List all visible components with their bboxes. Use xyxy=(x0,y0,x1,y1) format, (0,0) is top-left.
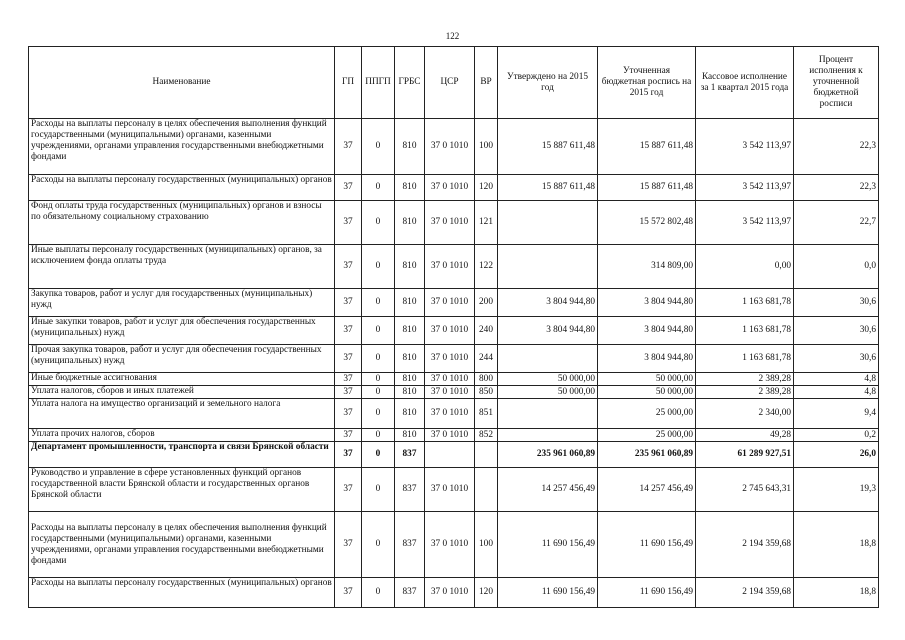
header-percent: Процент исполнения к уточненной бюджетной росписи xyxy=(794,47,879,119)
cell-refined: 25 000,00 xyxy=(598,399,696,429)
cell-grbs: 810 xyxy=(395,245,425,289)
cell-name: Департамент промышленности, транспорта и связи Брянской области xyxy=(29,442,335,468)
cell-refined: 14 257 456,49 xyxy=(598,468,696,512)
cell-cash: 2 389,28 xyxy=(696,373,794,386)
cell-cash: 2 194 359,68 xyxy=(696,578,794,608)
cell-cash: 49,28 xyxy=(696,429,794,442)
cell-approved: 235 961 060,89 xyxy=(498,442,598,468)
cell-ppgp: 0 xyxy=(362,289,395,317)
cell-approved: 15 887 611,48 xyxy=(498,175,598,201)
cell-name: Уплата налога на имущество организаций и земельного налога xyxy=(29,399,335,429)
cell-name: Расходы на выплаты персоналу государственных (муниципальных) органов xyxy=(29,578,335,608)
table-row xyxy=(29,429,879,442)
cell-csr: 37 0 1010 xyxy=(425,245,475,289)
cell-gp: 37 xyxy=(335,289,362,317)
cell-ppgp: 0 xyxy=(362,317,395,345)
cell-ppgp: 0 xyxy=(362,373,395,386)
header-csr: ЦСР xyxy=(425,47,475,119)
cell-vr xyxy=(475,442,498,468)
table-row xyxy=(29,245,879,289)
cell-grbs: 837 xyxy=(395,442,425,468)
cell-vr: 120 xyxy=(475,175,498,201)
cell-name: Прочая закупка товаров, работ и услуг для обеспечения государственных (муниципальных) нужд xyxy=(29,345,335,373)
table-row xyxy=(29,399,879,429)
cell-grbs: 810 xyxy=(395,289,425,317)
cell-vr: 100 xyxy=(475,119,498,175)
cell-csr: 37 0 1010 xyxy=(425,201,475,245)
cell-name: Иные закупки товаров, работ и услуг для обеспечения государственных (муниципальных) нужд xyxy=(29,317,335,345)
cell-percent: 30,6 xyxy=(794,345,879,373)
cell-percent: 18,8 xyxy=(794,512,879,578)
cell-grbs: 837 xyxy=(395,578,425,608)
cell-name: Закупка товаров, работ и услуг для государственных (муниципальных) нужд xyxy=(29,289,335,317)
cell-gp: 37 xyxy=(335,429,362,442)
cell-ppgp: 0 xyxy=(362,468,395,512)
cell-percent: 0,0 xyxy=(794,245,879,289)
cell-gp: 37 xyxy=(335,442,362,468)
cell-percent: 22,3 xyxy=(794,175,879,201)
cell-vr: 200 xyxy=(475,289,498,317)
cell-approved xyxy=(498,201,598,245)
cell-approved: 14 257 456,49 xyxy=(498,468,598,512)
budget-execution-table xyxy=(28,46,879,608)
cell-cash: 3 542 113,97 xyxy=(696,119,794,175)
cell-refined: 11 690 156,49 xyxy=(598,512,696,578)
cell-name: Уплата прочих налогов, сборов xyxy=(29,429,335,442)
cell-grbs: 810 xyxy=(395,317,425,345)
table-row xyxy=(29,442,879,468)
table-row xyxy=(29,119,879,175)
cell-percent: 18,8 xyxy=(794,578,879,608)
table-header-row xyxy=(29,47,879,119)
cell-csr: 37 0 1010 xyxy=(425,175,475,201)
cell-grbs: 810 xyxy=(395,175,425,201)
cell-cash: 1 163 681,78 xyxy=(696,289,794,317)
header-gp: ГП xyxy=(335,47,362,119)
cell-name: Иные выплаты персоналу государственных (муниципальных) органов, за исключением фонда оплаты труда xyxy=(29,245,335,289)
table-row xyxy=(29,512,879,578)
cell-gp: 37 xyxy=(335,245,362,289)
cell-vr: 851 xyxy=(475,399,498,429)
cell-refined: 3 804 944,80 xyxy=(598,289,696,317)
cell-approved xyxy=(498,345,598,373)
cell-percent: 0,2 xyxy=(794,429,879,442)
cell-grbs: 810 xyxy=(395,386,425,399)
cell-csr: 37 0 1010 xyxy=(425,512,475,578)
cell-percent: 4,8 xyxy=(794,373,879,386)
cell-csr: 37 0 1010 xyxy=(425,468,475,512)
cell-approved: 50 000,00 xyxy=(498,373,598,386)
cell-percent: 4,8 xyxy=(794,386,879,399)
cell-refined: 50 000,00 xyxy=(598,373,696,386)
cell-refined: 15 887 611,48 xyxy=(598,175,696,201)
cell-vr: 100 xyxy=(475,512,498,578)
cell-cash: 2 389,28 xyxy=(696,386,794,399)
cell-cash: 3 542 113,97 xyxy=(696,201,794,245)
cell-percent: 26,0 xyxy=(794,442,879,468)
cell-refined: 3 804 944,80 xyxy=(598,345,696,373)
cell-approved: 15 887 611,48 xyxy=(498,119,598,175)
cell-refined: 15 572 802,48 xyxy=(598,201,696,245)
cell-csr: 37 0 1010 xyxy=(425,429,475,442)
cell-refined: 25 000,00 xyxy=(598,429,696,442)
cell-gp: 37 xyxy=(335,345,362,373)
header-grbs: ГРБС xyxy=(395,47,425,119)
cell-csr: 37 0 1010 xyxy=(425,119,475,175)
cell-grbs: 810 xyxy=(395,119,425,175)
cell-approved: 11 690 156,49 xyxy=(498,578,598,608)
cell-approved: 50 000,00 xyxy=(498,386,598,399)
cell-cash: 61 289 927,51 xyxy=(696,442,794,468)
cell-approved xyxy=(498,429,598,442)
cell-ppgp: 0 xyxy=(362,442,395,468)
cell-gp: 37 xyxy=(335,399,362,429)
cell-vr: 121 xyxy=(475,201,498,245)
cell-gp: 37 xyxy=(335,317,362,345)
cell-vr: 240 xyxy=(475,317,498,345)
cell-refined: 314 809,00 xyxy=(598,245,696,289)
cell-csr xyxy=(425,442,475,468)
cell-ppgp: 0 xyxy=(362,175,395,201)
cell-refined: 15 887 611,48 xyxy=(598,119,696,175)
cell-vr: 120 xyxy=(475,578,498,608)
cell-ppgp: 0 xyxy=(362,512,395,578)
cell-refined: 3 804 944,80 xyxy=(598,317,696,345)
cell-gp: 37 xyxy=(335,468,362,512)
cell-ppgp: 0 xyxy=(362,119,395,175)
cell-cash: 3 542 113,97 xyxy=(696,175,794,201)
cell-name: Уплата налогов, сборов и иных платежей xyxy=(29,386,335,399)
cell-approved: 11 690 156,49 xyxy=(498,512,598,578)
cell-cash: 2 745 643,31 xyxy=(696,468,794,512)
cell-refined: 50 000,00 xyxy=(598,386,696,399)
header-approved: Утверждено на 2015 год xyxy=(498,47,598,119)
cell-percent: 9,4 xyxy=(794,399,879,429)
table-row xyxy=(29,317,879,345)
cell-grbs: 810 xyxy=(395,373,425,386)
cell-gp: 37 xyxy=(335,373,362,386)
cell-gp: 37 xyxy=(335,201,362,245)
cell-cash: 2 340,00 xyxy=(696,399,794,429)
header-ppgp: ППГП xyxy=(362,47,395,119)
cell-csr: 37 0 1010 xyxy=(425,373,475,386)
table-row xyxy=(29,201,879,245)
cell-csr: 37 0 1010 xyxy=(425,399,475,429)
cell-cash: 0,00 xyxy=(696,245,794,289)
cell-name: Расходы на выплаты персоналу государственных (муниципальных) органов xyxy=(29,175,335,201)
cell-vr: 244 xyxy=(475,345,498,373)
cell-csr: 37 0 1010 xyxy=(425,345,475,373)
cell-grbs: 837 xyxy=(395,468,425,512)
table-row xyxy=(29,289,879,317)
cell-percent: 30,6 xyxy=(794,317,879,345)
cell-csr: 37 0 1010 xyxy=(425,386,475,399)
header-vr: ВР xyxy=(475,47,498,119)
cell-vr xyxy=(475,468,498,512)
cell-cash: 1 163 681,78 xyxy=(696,345,794,373)
cell-approved: 3 804 944,80 xyxy=(498,317,598,345)
table-row xyxy=(29,386,879,399)
cell-percent: 30,6 xyxy=(794,289,879,317)
header-refined: Уточненная бюджетная роспись на 2015 год xyxy=(598,47,696,119)
table-row xyxy=(29,468,879,512)
cell-gp: 37 xyxy=(335,175,362,201)
cell-gp: 37 xyxy=(335,386,362,399)
cell-ppgp: 0 xyxy=(362,429,395,442)
cell-ppgp: 0 xyxy=(362,578,395,608)
cell-refined: 11 690 156,49 xyxy=(598,578,696,608)
cell-name: Расходы на выплаты персоналу в целях обеспечения выполнения функций государственными (муниципальными) органами, казенными учреждениями, органами управления государственными внебюджетными фондами xyxy=(29,119,335,175)
cell-gp: 37 xyxy=(335,578,362,608)
cell-ppgp: 0 xyxy=(362,386,395,399)
table-row xyxy=(29,175,879,201)
cell-ppgp: 0 xyxy=(362,201,395,245)
cell-csr: 37 0 1010 xyxy=(425,289,475,317)
cell-percent: 22,3 xyxy=(794,119,879,175)
cell-percent: 22,7 xyxy=(794,201,879,245)
cell-csr: 37 0 1010 xyxy=(425,317,475,345)
cell-vr: 852 xyxy=(475,429,498,442)
cell-name: Руководство и управление в сфере установленных функций органов государственной власти Брянской области и государственных органов Брянской области xyxy=(29,468,335,512)
cell-gp: 37 xyxy=(335,512,362,578)
table-row xyxy=(29,373,879,386)
cell-ppgp: 0 xyxy=(362,399,395,429)
cell-grbs: 810 xyxy=(395,345,425,373)
cell-name: Фонд оплаты труда государственных (муниципальных) органов и взносы по обязательному социальному страхованию xyxy=(29,201,335,245)
cell-percent: 19,3 xyxy=(794,468,879,512)
cell-approved xyxy=(498,399,598,429)
header-cash: Кассовое исполнение за 1 квартал 2015 года xyxy=(696,47,794,119)
page-number: 122 xyxy=(445,31,460,41)
cell-cash: 2 194 359,68 xyxy=(696,512,794,578)
cell-ppgp: 0 xyxy=(362,345,395,373)
cell-name: Расходы на выплаты персоналу в целях обеспечения выполнения функций государственными (муниципальными) органами, казенными учреждениями, органами управления государственными внебюджетными фондами xyxy=(29,512,335,578)
cell-name: Иные бюджетные ассигнования xyxy=(29,373,335,386)
cell-cash: 1 163 681,78 xyxy=(696,317,794,345)
cell-csr: 37 0 1010 xyxy=(425,578,475,608)
cell-ppgp: 0 xyxy=(362,245,395,289)
cell-vr: 800 xyxy=(475,373,498,386)
cell-grbs: 837 xyxy=(395,512,425,578)
cell-vr: 850 xyxy=(475,386,498,399)
cell-gp: 37 xyxy=(335,119,362,175)
cell-approved: 3 804 944,80 xyxy=(498,289,598,317)
cell-refined: 235 961 060,89 xyxy=(598,442,696,468)
cell-grbs: 810 xyxy=(395,201,425,245)
table-row xyxy=(29,578,879,608)
cell-grbs: 810 xyxy=(395,429,425,442)
cell-grbs: 810 xyxy=(395,399,425,429)
cell-vr: 122 xyxy=(475,245,498,289)
cell-approved xyxy=(498,245,598,289)
header-name: Наименование xyxy=(29,47,335,119)
table-row xyxy=(29,345,879,373)
